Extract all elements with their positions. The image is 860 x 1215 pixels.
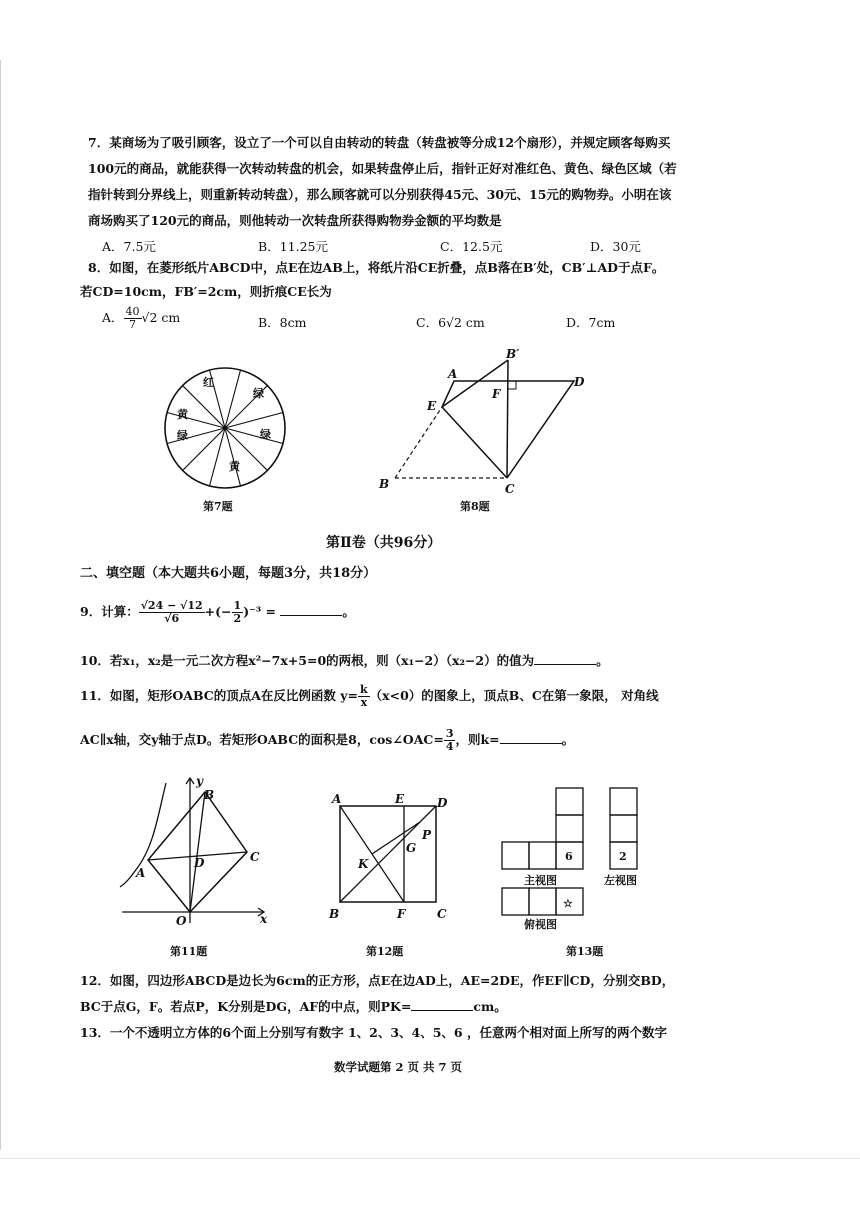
page-bottom-rule (0, 1158, 860, 1159)
q10: 10．若x₁，x₂是一元二次方程x²−7x+5=0的两根，则（x₁−2）（x₂−2）的值为 。 (80, 653, 609, 668)
spinner-spoke (225, 412, 283, 428)
fig12-point-k: K (358, 857, 369, 871)
fig12-point-b: B (329, 907, 340, 921)
q10-answer-blank[interactable] (534, 652, 596, 665)
spinner-spoke (225, 428, 241, 486)
q11-line-1: 11．如图，矩形OABC的顶点A在反比例函数 y= $\frac{k}{x}$ （x<0）的图象上，顶点B、C在第一象限， 对角线 (80, 683, 659, 709)
figure-11-caption: 第11题 (170, 945, 208, 958)
point-c: C (505, 482, 515, 496)
q7-line-1: 7．某商场为了吸引顾客，设立了一个可以自由转动的转盘（转盘被等分成12个扇形），并规定顾客每购买 (88, 135, 671, 150)
figure-13-caption: 第13题 (566, 945, 604, 958)
front-view-number: 6 (565, 850, 573, 863)
q9-half: $\frac{1}{2}$ (233, 599, 242, 625)
q7-option-d: D．30元 (590, 239, 641, 254)
q11-k-over-x: $\frac{k}{x}$ (360, 683, 368, 709)
q8-option-c: C．6√2 cm (416, 315, 485, 330)
fig12-point-g: G (406, 841, 417, 855)
figure-13-views (498, 785, 648, 930)
q7-option-a: A．7.5元 (102, 239, 156, 254)
spinner-spoke (225, 428, 283, 444)
fig11-point-o: O (176, 914, 187, 928)
q9-fraction: $\frac{√24 - √12}{√6}$ (140, 599, 203, 625)
figure-7-spinner (163, 366, 287, 490)
spinner-spoke (183, 428, 225, 470)
q7-option-b: B．11.25元 (258, 239, 328, 254)
q7-option-c: C．12.5元 (440, 239, 503, 254)
q7-line-4: 商场购买了120元的商品，则他转动一次转盘所获得购物券金额的平均数是 (88, 213, 502, 228)
q11-cos-fraction: $\frac{3}{4}$ (445, 727, 454, 753)
star-icon: ☆ (563, 897, 573, 910)
scan-edge (0, 60, 1, 1150)
part-2-title: 第Ⅱ卷（共96分） (326, 535, 442, 551)
q13-line-1: 13．一个不透明立方体的6个面上分别写有数字 1、2、3、4、5、6 ，任意两个相对面上所写的两个数字 (80, 1025, 667, 1040)
fig11-point-d: D (194, 856, 205, 870)
fig12-point-a: A (332, 792, 342, 806)
point-a: A (448, 367, 458, 381)
fig12-point-d: D (437, 796, 448, 810)
q11-answer-blank[interactable] (500, 731, 562, 744)
q11-line-2: AC∥x轴，交y轴于点D。若矩形OABC的面积是8，cos∠OAC= $\frac{3}{4}$ ，则k= 。 (80, 727, 575, 753)
point-f: F (492, 387, 501, 401)
q12-line-2: BC于点G，F。若点P，K分别是DG，AF的中点，则PK= cm。 (80, 999, 507, 1014)
fig11-point-c: C (250, 850, 260, 864)
point-b-prime: B′ (506, 347, 520, 361)
q7-line-2: 100元的商品，就能获得一次转动转盘的机会，如果转盘停止后，指针正好对准红色、黄色、绿色区域（若 (88, 161, 677, 176)
figure-8-rhombus (375, 348, 595, 498)
figure-12-square (328, 792, 453, 927)
point-e: E (427, 399, 437, 413)
point-b: B (379, 477, 390, 491)
fig11-point-b: B (204, 788, 215, 802)
q9: 9．计算： $\frac{√24 - √12}{√6}$ +(− $\frac{1}{2}$ )⁻³ = 。 (80, 599, 355, 625)
q8-option-a: A． $\frac{40}{7}$ √2 cm (102, 305, 181, 331)
spinner-spoke (209, 428, 225, 486)
spinner-label-green-2: 绿 (177, 429, 188, 442)
front-view-label: 主视图 (524, 874, 557, 887)
spinner-spoke (183, 386, 225, 428)
figure-12-caption: 第12题 (366, 945, 404, 958)
q8-line-1: 8．如图，在菱形纸片ABCD中，点E在边AB上，将纸片沿CE折叠，点B落在B′处，CB′⊥AD于点F。 (88, 260, 665, 275)
q12-line-1: 12．如图，四边形ABCD是边长为6cm的正方形，点E在边AD上，AE=2DE，作EF∥CD，分别交BD， (80, 973, 675, 988)
fig12-point-p: P (422, 828, 432, 842)
q7-line-3: 指针转到分界线上，则重新转动转盘），那么顾客就可以分别获得45元、30元、15元的购物券。小明在该 (88, 187, 672, 202)
q8-option-b: B．8cm (258, 315, 307, 330)
fig12-point-f: F (397, 907, 406, 921)
q8-line-2: 若CD=10cm，FB′=2cm，则折痕CE长为 (80, 284, 332, 299)
section-2-title: 二、填空题（本大题共6小题，每题3分，共18分） (80, 566, 377, 581)
page-footer: 数学试题第 2 页 共 7 页 (334, 1060, 463, 1074)
q8-option-d: D．7cm (566, 315, 616, 330)
q12-answer-blank[interactable] (411, 998, 473, 1011)
spinner-spoke (167, 412, 225, 428)
fig11-y-label: y (196, 774, 203, 788)
fig11-x-label: x (260, 912, 268, 926)
figure-8-caption: 第8题 (460, 500, 490, 513)
fig12-point-c: C (437, 907, 447, 921)
point-d: D (574, 375, 585, 389)
spinner-label-green-1: 绿 (253, 387, 264, 400)
spinner-label-green-3: 绿 (260, 428, 271, 441)
left-view-label: 左视图 (604, 874, 637, 887)
fig11-point-a: A (136, 866, 146, 880)
spinner-label-yellow-2: 黄 (229, 460, 240, 473)
figure-7-caption: 第7题 (203, 500, 233, 513)
spinner-spoke (225, 370, 241, 428)
spinner-label-yellow-1: 黄 (177, 408, 188, 421)
q8-option-a-fraction: $\frac{40}{7}$ (125, 305, 140, 331)
left-view-number: 2 (619, 850, 627, 863)
spinner-label-red: 红 (203, 376, 214, 389)
spinner-spoke (167, 428, 225, 444)
top-view-label: 俯视图 (524, 918, 557, 931)
fig12-point-e: E (395, 792, 405, 806)
q9-answer-blank[interactable] (280, 603, 342, 616)
figure-11-coordinate (118, 775, 278, 930)
